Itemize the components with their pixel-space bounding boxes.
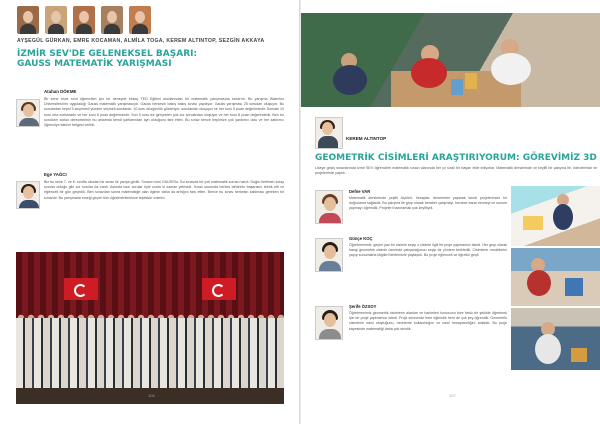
article-intro: Liseye geçiş sınavlarında İzmir SEV öğrencileri matematik sınavı alanında her yıl sıralı bir başarı elde ediyorlar. Matematik derslerinde ve keyifli bir çalışma ile, ödevlerimizi ve projelerimizi yaptık. bbox=[315, 166, 597, 176]
author-name: Ege YAĞCI bbox=[44, 172, 67, 177]
author-name: Atahan DÖKME bbox=[44, 89, 77, 94]
student-work-photo bbox=[511, 248, 600, 306]
article-text: Bir sene önce sınıf öğrencileri için bir deneyde birkaç TED Eğitimi okullarından bir matematik yarışmasına katılırım. Bu yarışma Waterloo Üniversitesi'nin uyguladığı Gauss matematik yarışmasıydı. Gauss herkesin bakış bakış sınavı yapılıyor. Gauss yarışması 25 sorudan oluşuyor. Bu sorulardan hepsi 5 seçenekli yüzden seçmeli sorulardır. 10 soru düzgünlük gösteriyor, sorulardan oluşuyor ve her soru 5 puan değerindedir. Sonraki 10 soru orta zorluktadır ve her soru 6 puan değerindedir. Son 5 soru ise gerçekten çok zor sorulardan oluşuyor ve her soru 8 puan değerindedir. Ben bu soruların zorluk derecelerinin bu anlamda kendi şartlarından ayrı olduğunu fark ettim. Bu sınav bence hepimize çok yardımcı oldu ve her katılımcı öğrenciye katılım belgesi verildi. bbox=[44, 97, 284, 128]
student-text: Öğretmenimiz, geçen yaz bir cisimin seçip o cisimle ilgili bir proje yapmamızı istedi. Her grup olarak hangi geometrik cisimin üzerinde çalışacağımızı seçip bir yöntem belirledik. Cisimlerin modellerini yapıp sunumlarla bilgileri birbirimizle paylaştık. Bu proje eğlenceli ve öğretici geçti. bbox=[349, 243, 507, 258]
page-number: 106 bbox=[148, 393, 155, 398]
right-page bbox=[301, 0, 600, 424]
classroom-photo bbox=[301, 13, 600, 107]
student-portrait bbox=[315, 238, 343, 272]
student-name: Günçe KOÇ bbox=[349, 236, 373, 241]
student-portrait bbox=[315, 306, 343, 340]
student-portrait bbox=[315, 190, 343, 224]
student-text: Öğretmenimiz geometrik cisimlerin alanları ve hacimleri konusunu bize farklı bir şekilde öğretmek için bir proje yapmamızı istedi. Proje sürecinde hem eğlendik hem de çok şey öğrendik. Geometrik cisimlerin nasıl oluştuğunu, nerelerde kullanıldığını ve nasıl hesaplandığını anladık. Bu proje sayesinde matematiği daha çok sevdik. bbox=[349, 311, 507, 331]
article-title-line1: İZMİR SEV'DE GELENEKSEL BAŞARI: bbox=[17, 49, 198, 59]
article-title-line2: GAUSS MATEMATİK YARIŞMASI bbox=[17, 59, 172, 69]
team-photo bbox=[17, 6, 39, 34]
author-portrait bbox=[16, 181, 40, 209]
student-name: Şerife ÖZSOY bbox=[349, 304, 377, 309]
author-name: KEREM ALTINTOP bbox=[346, 136, 387, 141]
student-text: Matematik derslerinde çeşitli ölçüleri, hesaplar, denemeler yaparak kendi projelerimize bir doğrulama sağladık. Bu çalışma ile grup olarak beraber çalışmayı, beraber karar vermeyi ve sunum yapmayı öğrendik. Projeleri hazırlamak çok keyifliydi. bbox=[349, 196, 507, 211]
author-portrait bbox=[16, 99, 40, 127]
student-work-photo bbox=[511, 186, 600, 246]
team-photo bbox=[101, 6, 123, 34]
article-title: GEOMETRİK CİSİMLERİ ARAŞTIRIYORUM: GÖREVİMİZ 3D bbox=[315, 153, 597, 163]
team-photo bbox=[73, 6, 95, 34]
student-work-photo bbox=[511, 308, 600, 370]
team-names: AYŞEGÜL GÜRKAN, EMRE KOCAMAN, ALMİLA TOGA, KEREM ALTINTOP, SEZGİN AKKAYA bbox=[17, 38, 265, 44]
page-number: 107 bbox=[449, 393, 456, 398]
team-photo bbox=[45, 6, 67, 34]
author-portrait bbox=[315, 117, 343, 149]
student-name: Defne VAR bbox=[349, 189, 371, 194]
article-text: Biz bu sene 7. ve 8. sınıfta okudan bir sınav ile yarışa girdik. Sınavın ismi GAUSS'tu. Bu sınavda bir çok matematik sorusu vardı. Doğru iletilmen kolay sorular olduğu gibi zor sorular da vardı. Aslında bazı sorular öyle zordu ki zaman yetmedi. Sınav sonunda herkes birbirinin başarısını tebrik etti ve eğlenceli bir gün geçirdik. Ben sınavdan sonra matematiğe olan ilgimin daha da arttığını fark ettim. Bence bu sınav herkesin katılması gereken bir sınavdır. Bu yarışmada emeği geçen tüm öğretmenlerimize teşekkür ederim. bbox=[44, 180, 284, 200]
left-page bbox=[0, 0, 299, 424]
team-photos bbox=[17, 6, 151, 34]
award-ceremony-photo bbox=[16, 252, 284, 404]
team-photo bbox=[129, 6, 151, 34]
